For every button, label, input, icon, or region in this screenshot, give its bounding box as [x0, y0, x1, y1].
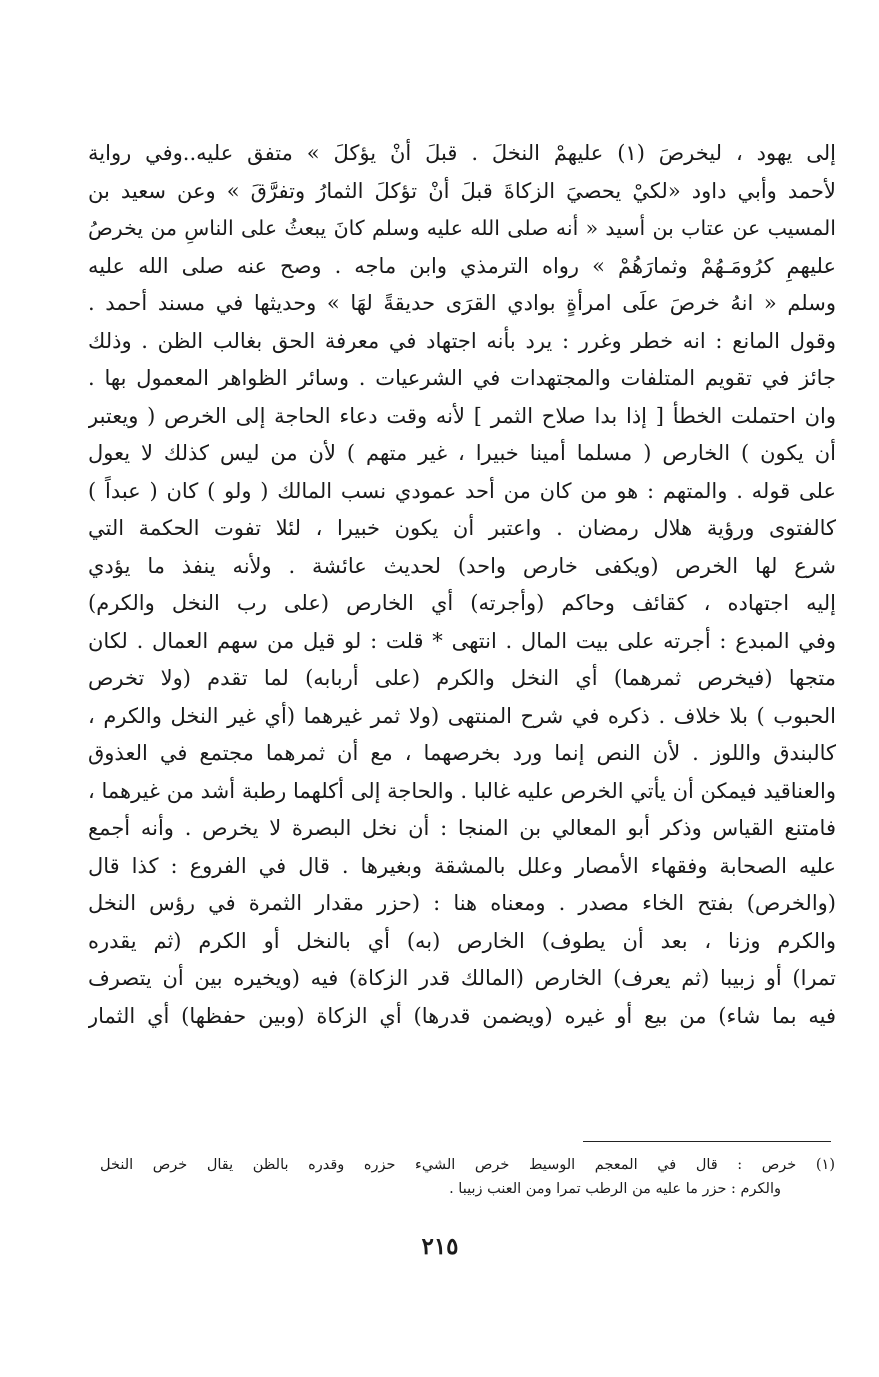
text-line: وسلم « انهُ خرصَ علَى امرأةٍ بوادي القرَى حديقةً لهَا » وحديثها في مسند أحمد .	[88, 291, 836, 315]
footnotes-block	[100, 1153, 835, 1201]
footnote-separator	[583, 1141, 831, 1142]
text-line: إليه اجتهاده ، كقائف وحاكم (وأجرته) أي الخارص (على رب النخل والكرم)	[88, 591, 836, 615]
page-number: ٢١٥	[421, 1233, 459, 1260]
text-line: جائز في تقويم المتلفات والمجتهدات في الشرعيات . وسائر الظواهر المعمول بها .	[88, 366, 836, 390]
text-line: والكرم وزنا ، بعد أن يطوف) الخارص (به) أي بالنخل أو الكرم (ثم يقدره	[88, 928, 836, 953]
text-line: (والخرص) بفتح الخاء مصدر . ومعناه هنا : (حزر مقدار الثمرة في رؤس النخل	[88, 891, 836, 915]
text-line: فامتنع القياس وذكر أبو المعالي بن المنجا : أن نخل البصرة لا يخرص . وأنه أجمع	[88, 816, 836, 840]
text-line: عليه الصحابة وفقهاء الأمصار وعلل بالمشقة وبغيرها . قال في الفروع : كذا قال	[88, 853, 836, 878]
text-line: فيه بما شاء) من بيع أو غيره (ويضمن قدرها) أي الزكاة (وبين حفظها) أي الثمار	[88, 1003, 836, 1028]
text-line: عليهمِ كرُومَـهُمْ وثمارَهُمْ » رواه الترمذي وابن ماجه . وصح عنه صلى الله عليه	[88, 253, 836, 278]
footnote-line: والكرم : حزر ما عليه من الرطب تمرا ومن العنب زبيبا .	[449, 1181, 781, 1197]
footnote-line: (١) خرص : قال في المعجم الوسيط خرص الشيء حزره وقدره بالظن يقال خرص النخل	[100, 1157, 835, 1173]
text-line: إلى يهود ، ليخرصَ (١) عليهمْ النخلَ . قبلَ أنْ يؤكلَ » متفق عليه..وفي رواية	[88, 141, 836, 165]
text-line: متجها (فيخرص ثمرهما) أي النخل والكرم (على أربابه) لما تقدم (ولا تخرص	[88, 666, 836, 690]
main-text-block	[88, 135, 836, 1035]
text-line: تمرا) أو زبيبا (ثم يعرف) الخارص (المالك قدر الزكاة) فيه (ويخيره بين أن يتصرف	[88, 966, 836, 990]
text-line: شرع لها الخرص (ويكفى خارص واحد) لحديث عائشة . ولأنه ينفذ ما يؤدي	[88, 553, 836, 578]
text-line: على قوله . والمتهم : هو من كان من أحد عمودي نسب المالك ( ولو ) كان ( عبداً )	[88, 478, 836, 503]
text-line: لأحمد وأبي داود «لكيْ يحصيَ الزكاةَ قبلَ أنْ تؤكلَ الثمارُ وتفرَّقَ » وعن سعيد بن	[88, 178, 836, 203]
text-line: والعناقيد فيمكن أن يأتي الخرص عليه غالبا . والحاجة إلى أكلهما رطبة أشد من غيرهما ،	[88, 778, 836, 803]
text-line: أن يكون ) الخارص ( مسلما أمينا خبيرا ، غير متهم ) لأن من ليس كذلك لا يعول	[88, 441, 836, 465]
text-line: وان احتملت الخطأ [ إذا بدا صلاح الثمر ] لأنه وقت دعاء الحاجة إلى الخرص ( ويعتبر	[88, 403, 836, 428]
text-line: المسيب عن عتاب بن أسيد « أنه صلى الله عليه وسلم كانَ يبعثُ على الناسِ من يخرصُ	[88, 216, 836, 240]
text-line: كالفتوى ورؤية هلال رمضان . واعتبر أن يكون خبيرا ، لئلا تفوت الحكمة التي	[88, 516, 836, 540]
text-line: كالبندق واللوز . لأن النص إنما ورد بخرصهما ، مع أن ثمرهما مجتمع في العذوق	[88, 741, 836, 765]
text-line: وفي المبدع : أجرته على بيت المال . انتهى * قلت : لو قيل من سهم العمال . لكان	[88, 628, 836, 653]
text-line: الحبوب ) بلا خلاف . ذكره في شرح المنتهى (ولا ثمر غيرهما (أي غير النخل والكرم ،	[88, 703, 836, 728]
text-line: وقول المانع : انه خطر وغرر : يرد بأنه اجتهاد في معرفة الحق بغالب الظن . وذلك	[88, 328, 836, 353]
